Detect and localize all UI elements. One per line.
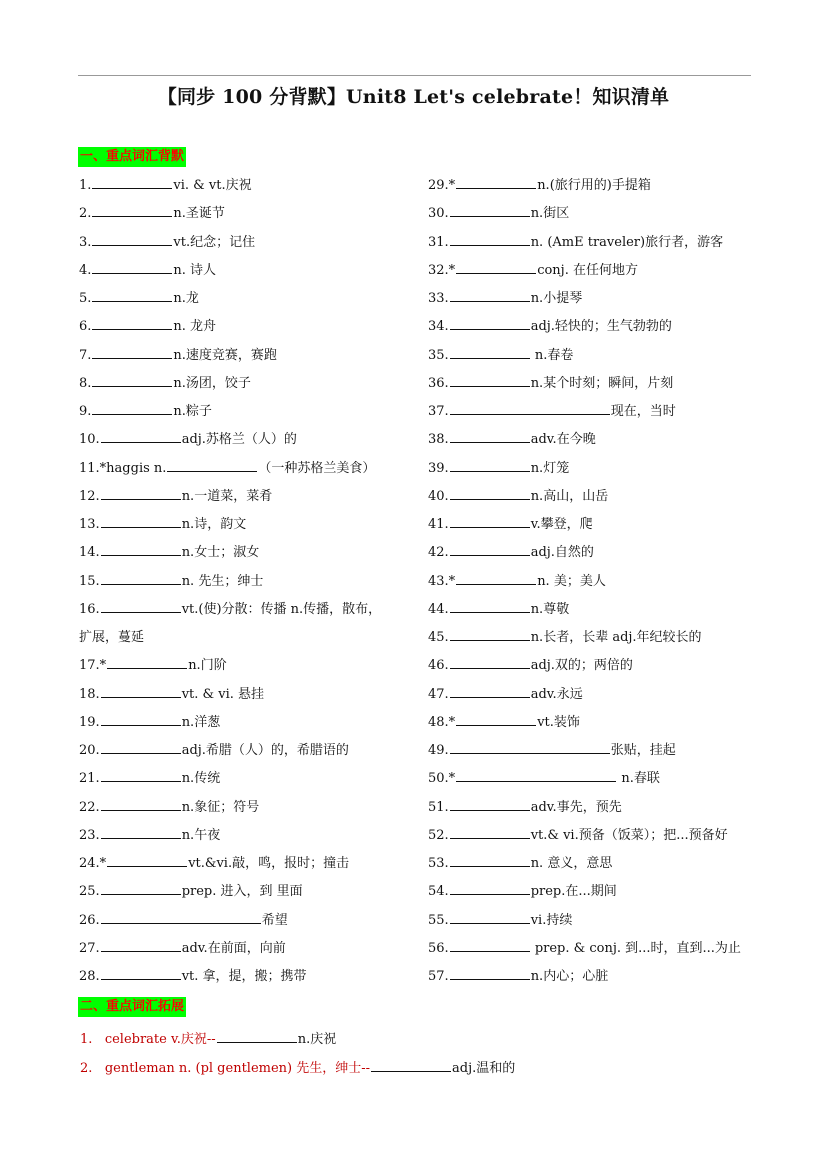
item-number: 36. [428,375,449,391]
answer-blank[interactable] [92,374,172,387]
list-item [428,374,758,402]
item-definition: vi.持续 [530,912,573,928]
answer-blank[interactable] [450,543,530,556]
list-item [79,430,419,458]
item-number: 2. [80,1061,93,1076]
item-number: 31. [428,234,449,250]
answer-blank[interactable] [101,798,181,811]
list-item [79,741,419,769]
answer-blank[interactable] [92,402,172,415]
item-definition: n.灯笼 [530,460,570,476]
expansion-text: gentleman n. (pl gentlemen) 先生，绅士-- [104,1061,371,1076]
item-number: 52. [428,827,449,843]
item-number: 54. [428,884,449,900]
item-number: 47. [428,686,449,702]
list-item [79,317,419,345]
item-definition: adv.事先，预先 [530,799,622,815]
item-definition: n.速度竞赛，赛跑 [173,347,277,363]
list-item [79,204,419,232]
item-definition: n.圣诞节 [173,206,225,222]
list-item [428,233,758,261]
item-definition: 张贴，挂起 [610,743,676,758]
item-number: 15. [79,573,100,589]
list-item [79,515,419,543]
item-number: 19. [79,714,100,730]
item-definition: vt.装饰 [537,714,580,730]
item-number: 23. [79,827,100,843]
item-number: 45. [428,630,449,645]
item-number: 50.* [428,771,456,787]
item-number: 46. [428,658,449,674]
item-number: 12. [79,488,100,504]
item-definition-continued: 扩展，蔓延 [79,629,145,645]
item-definition: adv.在今晚 [530,432,596,448]
item-definition: vt.&vi.敲，鸣，报时；撞击 [188,856,350,871]
section-header-vocab-recall: 一、重点词汇背默 [78,147,186,167]
item-number: 25. [79,884,100,900]
item-number: 11.*haggis n. [79,460,167,476]
answer-blank[interactable] [450,600,530,613]
item-definition: vt. 拿，提，搬；携带 [181,969,307,984]
item-definition: n.春卷 [530,347,574,363]
answer-blank[interactable] [450,798,530,811]
list-item [79,713,419,741]
list-item [428,459,758,487]
answer-blank[interactable] [456,176,536,189]
answer-blank[interactable] [450,882,530,895]
list-item [79,346,419,374]
answer-blank[interactable] [217,1030,297,1043]
item-number: 27. [79,940,100,956]
item-definition: vt.& vi.预备（饭菜）；把...预备好 [530,827,728,843]
item-number: 14. [79,545,100,561]
list-item [428,798,758,826]
list-item [79,176,419,204]
list-item [428,572,758,600]
page-title: 【同步 100 分背默】Unit8 Let's celebrate！知识清单 [157,86,670,108]
answer-blank[interactable] [101,939,181,952]
expansion-tail: adj.温和的 [452,1061,516,1076]
list-item [79,826,419,854]
answer-blank[interactable] [450,459,530,472]
item-number: 28. [79,969,100,984]
answer-blank[interactable] [101,713,181,726]
item-definition: n.(旅行用的)手提箱 [537,178,651,193]
item-definition: adj.希腊（人）的，希腊语的 [181,743,349,758]
item-number: 41. [428,517,449,532]
item-definition: adj.轻快的；生气勃勃的 [530,319,672,335]
answer-blank[interactable] [450,317,530,330]
item-definition: n. (AmE traveler)旅行者，游客 [530,234,724,250]
item-number: 26. [79,912,100,928]
item-number: 40. [428,488,449,504]
answer-blank[interactable] [92,176,172,189]
item-number: 3. [79,234,92,250]
answer-blank[interactable] [92,261,172,274]
answer-blank[interactable] [101,543,181,556]
list-item [428,656,758,684]
item-definition: n.龙 [173,291,199,306]
list-item [79,572,419,600]
item-definition: vt.纪念；记住 [173,234,256,250]
item-number: 35. [428,347,449,363]
item-number: 4. [79,262,92,278]
item-number: 39. [428,460,449,476]
answer-blank[interactable] [450,741,610,754]
vocab-list-left [79,176,419,995]
list-item [79,289,419,317]
answer-blank[interactable] [456,769,616,782]
expansion-text: celebrate v.庆祝-- [104,1032,216,1047]
list-item [79,600,419,657]
item-definition: 希望 [261,912,288,928]
item-definition: n. 先生；绅士 [181,573,264,589]
item-definition: 现在，当时 [610,404,676,419]
item-number: 18. [79,686,100,702]
item-number: 17.* [79,658,107,674]
list-item [79,882,419,910]
list-item [428,346,758,374]
answer-blank[interactable] [101,685,181,698]
answer-blank[interactable] [456,261,536,274]
answer-blank[interactable] [450,939,530,952]
item-number: 38. [428,432,449,448]
item-number: 34. [428,319,449,335]
answer-blank[interactable] [101,600,181,613]
item-definition: adj.双的；两倍的 [530,658,633,674]
item-definition: n. 诗人 [173,262,217,278]
item-definition: conj. 在任何地方 [537,262,638,278]
answer-blank[interactable] [450,402,610,415]
list-item [428,713,758,741]
answer-blank[interactable] [101,769,181,782]
list-item [428,515,758,543]
item-definition: n.街区 [530,206,570,222]
list-item [79,854,419,882]
answer-blank[interactable] [450,854,530,867]
item-definition: n.传统 [181,771,221,787]
list-item [428,939,758,967]
list-item [428,261,758,289]
item-definition: （一种苏格兰美食） [258,460,376,476]
item-number: 5. [79,291,92,306]
answer-blank[interactable] [107,656,187,669]
expansion-item [80,1057,515,1076]
item-definition: n.诗，韵文 [181,517,247,532]
answer-blank[interactable] [450,515,530,528]
answer-blank[interactable] [450,233,530,246]
list-item [428,176,758,204]
answer-blank[interactable] [450,289,530,302]
list-item [79,487,419,515]
list-item [428,317,758,345]
item-number: 1. [79,178,92,193]
list-item [79,656,419,684]
item-definition: adv.永远 [530,686,583,702]
item-number: 53. [428,856,449,871]
top-rule [78,75,751,76]
list-item [428,487,758,515]
answer-blank[interactable] [101,911,261,924]
answer-blank[interactable] [456,713,536,726]
answer-blank[interactable] [450,628,530,641]
list-item [79,459,419,487]
item-definition: n.内心；心脏 [530,969,609,984]
answer-blank[interactable] [92,346,172,359]
list-item [79,967,419,995]
item-definition: n.春联 [617,771,660,787]
item-number: 21. [79,771,100,787]
list-item [428,628,758,656]
item-definition: n.洋葱 [181,714,221,730]
item-definition: vi. & vt.庆祝 [173,178,252,193]
list-item [428,741,758,769]
answer-blank[interactable] [92,233,172,246]
item-number: 51. [428,799,449,815]
item-definition: n.粽子 [173,404,212,419]
answer-blank[interactable] [101,430,181,443]
item-definition: n.长者，长辈 adj.年纪较长的 [530,630,702,645]
item-number: 7. [79,347,92,363]
item-definition: prep. & conj. 到...时，直到...为止 [530,940,741,956]
item-number: 43.* [428,573,456,589]
item-definition: n.汤团，饺子 [173,375,251,391]
answer-blank[interactable] [101,515,181,528]
answer-blank[interactable] [450,346,530,359]
answer-blank[interactable] [456,572,536,585]
item-number: 37. [428,404,449,419]
item-definition: adv.在前面，向前 [181,940,286,956]
item-number: 49. [428,743,449,758]
answer-blank[interactable] [450,826,530,839]
item-definition: n.尊敬 [530,601,570,617]
list-item [79,769,419,797]
answer-blank[interactable] [450,374,530,387]
section-header-vocab-expansion: 二、重点词汇拓展 [78,997,186,1017]
answer-blank[interactable] [450,204,530,217]
item-number: 16. [79,601,100,617]
list-item [428,600,758,628]
answer-blank[interactable] [450,967,530,980]
item-number: 42. [428,545,449,561]
list-item [79,939,419,967]
list-item [428,402,758,430]
answer-blank[interactable] [450,911,530,924]
item-definition: n.一道菜，菜肴 [181,488,273,504]
list-item [79,261,419,289]
item-number: 33. [428,291,449,306]
item-definition: n. 龙舟 [173,319,217,335]
item-number: 56. [428,940,449,956]
answer-blank[interactable] [450,685,530,698]
list-item [428,911,758,939]
list-item [428,289,758,317]
item-definition: n.午夜 [181,827,221,843]
expansion-item [80,1028,336,1047]
item-definition: n.小提琴 [530,291,583,306]
list-item [79,911,419,939]
item-number: 48.* [428,714,456,730]
item-number: 44. [428,601,449,617]
answer-blank[interactable] [450,656,530,669]
list-item [428,204,758,232]
list-item [79,543,419,571]
item-number: 13. [79,517,100,532]
item-definition: n.某个时刻；瞬间，片刻 [530,375,674,391]
item-definition: vt. & vi. 悬挂 [181,686,264,702]
item-definition: prep.在...期间 [530,884,617,900]
item-definition: adj.自然的 [530,545,594,561]
item-number: 1. [80,1032,93,1047]
list-item [79,402,419,430]
answer-blank[interactable] [101,967,181,980]
item-number: 6. [79,319,92,335]
expansion-tail: n.庆祝 [297,1032,337,1047]
item-number: 30. [428,206,449,222]
list-item [428,685,758,713]
item-definition: v.攀登，爬 [530,517,593,532]
list-item [428,826,758,854]
answer-blank[interactable] [450,487,530,500]
list-item [428,882,758,910]
item-number: 22. [79,799,100,815]
item-number: 29.* [428,178,456,193]
item-definition: n. 意义，意思 [530,856,613,871]
list-item [428,854,758,882]
item-number: 20. [79,743,100,758]
item-definition: n.门阶 [188,658,227,674]
list-item [428,543,758,571]
list-item [428,430,758,458]
answer-blank[interactable] [450,430,530,443]
answer-blank[interactable] [101,826,181,839]
answer-blank[interactable] [371,1059,451,1072]
item-number: 8. [79,375,92,391]
item-definition: n.高山，山岳 [530,488,609,504]
item-number: 32.* [428,262,456,278]
answer-blank[interactable] [101,487,181,500]
list-item [79,374,419,402]
item-definition: n.象征；符号 [181,799,260,815]
answer-blank[interactable] [92,317,172,330]
item-number: 55. [428,912,449,928]
answer-blank[interactable] [92,204,172,217]
item-definition: vt.(使)分散：传播 n.传播，散布， [181,601,382,617]
vocab-list-right [428,176,758,995]
item-number: 24.* [79,856,107,871]
item-number: 2. [79,206,92,222]
answer-blank[interactable] [101,882,181,895]
answer-blank[interactable] [92,289,172,302]
item-definition: adj.苏格兰（人）的 [181,432,297,448]
list-item [428,769,758,797]
list-item [428,967,758,995]
answer-blank[interactable] [107,854,187,867]
item-number: 10. [79,432,100,448]
list-item [79,798,419,826]
item-definition: n.女士；淑女 [181,545,260,561]
answer-blank[interactable] [167,459,257,472]
item-definition: prep. 进入，到 里面 [181,884,303,900]
list-item [79,685,419,713]
list-item [79,233,419,261]
item-number: 57. [428,969,449,984]
answer-blank[interactable] [101,572,181,585]
answer-blank[interactable] [101,741,181,754]
item-number: 9. [79,404,92,419]
item-definition: n. 美；美人 [537,573,606,589]
